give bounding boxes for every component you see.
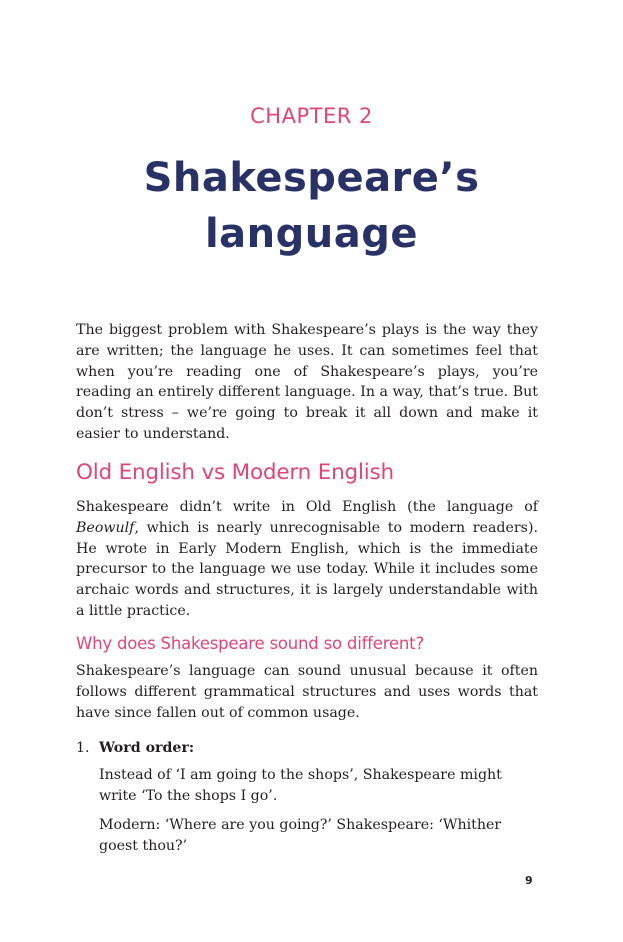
intro-paragraph: The biggest problem with Shakespeare’s plays is the way they are written; the language he uses. It can sometimes feel that when you’re reading one of Shakespeare’s plays, you’re reading an entirely different language. In a way, that’s true. But don’t stress – we’re going to break it all down and make it easier to understand. — [76, 322, 538, 442]
subsection-paragraph: Shakespeare’s language can sound unusual because it often follows different grammatical structures and uses words that have since fallen out of common usage. — [76, 663, 538, 721]
section-old-vs-modern — [76, 460, 538, 622]
intro-section — [76, 320, 538, 445]
chapter-title — [0, 150, 623, 262]
section-why-different — [76, 634, 538, 723]
chapter-title-line1: Shakespeare’s — [143, 155, 480, 201]
chapter-title-line2: language — [204, 211, 419, 257]
list-example: Modern: ‘Where are you going?’ Shakespeare: ‘Whither goest thou?’ — [99, 817, 502, 854]
list-number: 1. — [76, 740, 90, 756]
section-paragraph — [76, 497, 538, 622]
list-label: Word order: — [99, 740, 195, 756]
section-heading: Old English vs Modern English — [76, 460, 394, 485]
paragraph-text: , which is nearly unrecognisable to modern readers). He wrote in Early Modern English, which is the immediate precursor to the language we use today. While it includes some archaic words and structures, it is largely understandable with a little practice. — [76, 519, 538, 619]
subsection-heading: Why does Shakespeare sound so different? — [76, 634, 424, 653]
chapter-label: CHAPTER 2 — [250, 104, 373, 128]
paragraph-text: Shakespeare didn’t write in Old English (the language of — [76, 499, 538, 515]
list-example: Instead of ‘I am going to the shops’, Shakespeare might write ‘To the shops I go’. — [99, 767, 502, 804]
page-number: 9 — [525, 874, 533, 887]
italic-title: Beowulf — [76, 519, 135, 536]
